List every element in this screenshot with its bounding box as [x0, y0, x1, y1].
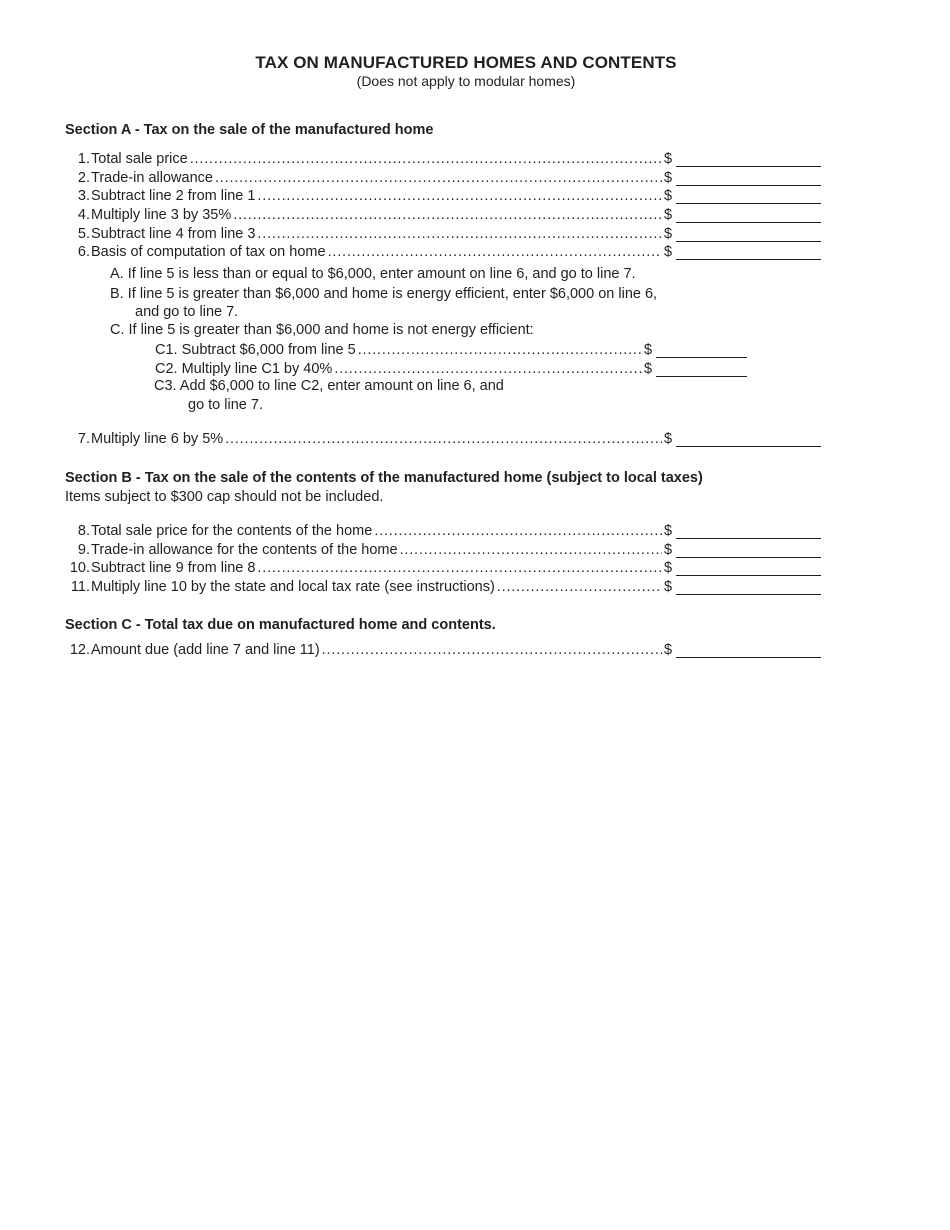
line-4 [65, 205, 821, 223]
line-6-amount-field[interactable] [676, 245, 821, 260]
dollar-sign: $ [644, 342, 653, 358]
line-11 [65, 577, 821, 595]
dollar-sign: $ [644, 361, 653, 377]
instruction-c3: C3. Add $6,000 to line C2, enter amount on line 6, and [154, 378, 504, 394]
line-5-amount-field[interactable] [676, 227, 821, 242]
line-c1-amount-field[interactable] [656, 343, 747, 358]
line-8-amount-field[interactable] [676, 524, 821, 539]
form-subtitle: (Does not apply to modular homes) [356, 73, 576, 89]
line-4-amount-field[interactable] [676, 208, 821, 223]
line-label: Subtract line 2 from line 1 [91, 188, 256, 204]
dollar-sign: $ [664, 188, 673, 204]
line-label: Trade-in allowance [91, 170, 213, 186]
dollar-sign: $ [664, 170, 673, 186]
line-label: Subtract line 9 from line 8 [91, 560, 256, 576]
line-number: 6. [77, 244, 90, 260]
instruction-a: A. If line 5 is less than or equal to $6,000, enter amount on line 6, and go to line 7. [110, 266, 636, 282]
section-b-note: Items subject to $300 cap should not be included. [65, 489, 384, 505]
line-label: Multiply line 10 by the state and local tax rate (see instructions) [91, 579, 495, 595]
dollar-sign: $ [664, 151, 673, 167]
line-9-amount-field[interactable] [676, 543, 821, 558]
line-5 [65, 224, 821, 242]
line-number: 2. [77, 170, 90, 186]
line-8 [65, 521, 821, 539]
dollar-sign: $ [664, 542, 673, 558]
line-number: 5. [77, 226, 90, 242]
dot-leader [190, 151, 662, 167]
line-2-amount-field[interactable] [676, 171, 821, 186]
line-number: 12. [69, 642, 90, 658]
line-c2 [154, 359, 747, 377]
line-number: 10. [69, 560, 90, 576]
dot-leader [257, 560, 662, 576]
line-11-amount-field[interactable] [676, 580, 821, 595]
line-c2-amount-field[interactable] [656, 362, 747, 377]
dot-leader [374, 523, 662, 539]
line-number: 1. [77, 151, 90, 167]
line-c1 [154, 340, 747, 358]
dot-leader [358, 342, 642, 358]
line-3-amount-field[interactable] [676, 189, 821, 204]
dot-leader [497, 579, 662, 595]
line-7-amount-field[interactable] [676, 432, 821, 447]
line-10-amount-field[interactable] [676, 561, 821, 576]
line-label: Total sale price [91, 151, 188, 167]
dot-leader [257, 226, 662, 242]
line-1 [65, 149, 821, 167]
line-label: Multiply line 6 by 5% [91, 431, 224, 447]
line-label: Multiply line 3 by 35% [91, 207, 232, 223]
line-label: Amount due (add line 7 and line 11) [91, 642, 320, 658]
line-9 [65, 540, 821, 558]
form-title: TAX ON MANUFACTURED HOMES AND CONTENTS [255, 53, 677, 72]
dollar-sign: $ [664, 244, 673, 260]
line-10 [65, 558, 821, 576]
dot-leader [334, 361, 642, 377]
instruction-b: B. If line 5 is greater than $6,000 and home is energy efficient, enter $6,000 on line 6, [110, 286, 658, 302]
line-number: 7. [77, 431, 90, 447]
line-number: 4. [77, 207, 90, 223]
dollar-sign: $ [664, 642, 673, 658]
instruction-c3-continued: go to line 7. [188, 397, 263, 413]
section-a-heading: Section A - Tax on the sale of the manufactured home [65, 122, 434, 138]
dot-leader [400, 542, 662, 558]
line-number: 9. [77, 542, 90, 558]
dot-leader [322, 642, 662, 658]
line-label: Subtract line 4 from line 3 [91, 226, 256, 242]
line-3 [65, 186, 821, 204]
line-number: 11. [70, 579, 90, 595]
section-b-heading: Section B - Tax on the sale of the contents of the manufactured home (subject to local taxes) [65, 470, 703, 486]
dot-leader [233, 207, 662, 223]
dot-leader [225, 431, 662, 447]
dollar-sign: $ [664, 226, 673, 242]
line-12 [65, 640, 821, 658]
dot-leader [257, 188, 662, 204]
line-label: C1. Subtract $6,000 from line 5 [155, 342, 356, 358]
line-7 [65, 429, 821, 447]
dollar-sign: $ [664, 523, 673, 539]
line-number: 8. [77, 523, 90, 539]
line-1-amount-field[interactable] [676, 152, 821, 167]
line-12-amount-field[interactable] [676, 643, 821, 658]
line-6 [65, 242, 821, 260]
dollar-sign: $ [664, 431, 673, 447]
dollar-sign: $ [664, 207, 673, 223]
instruction-b-continued: and go to line 7. [135, 304, 239, 320]
section-c-heading: Section C - Total tax due on manufactured home and contents. [65, 617, 496, 633]
line-label: Total sale price for the contents of the home [91, 523, 373, 539]
dot-leader [215, 170, 662, 186]
line-number: 3. [77, 188, 90, 204]
instruction-c: C. If line 5 is greater than $6,000 and home is not energy efficient: [110, 322, 534, 338]
dot-leader [328, 244, 662, 260]
line-label: C2. Multiply line C1 by 40% [155, 361, 333, 377]
line-2 [65, 168, 821, 186]
line-label: Trade-in allowance for the contents of the home [91, 542, 398, 558]
dollar-sign: $ [664, 579, 673, 595]
line-label: Basis of computation of tax on home [91, 244, 326, 260]
dollar-sign: $ [664, 560, 673, 576]
